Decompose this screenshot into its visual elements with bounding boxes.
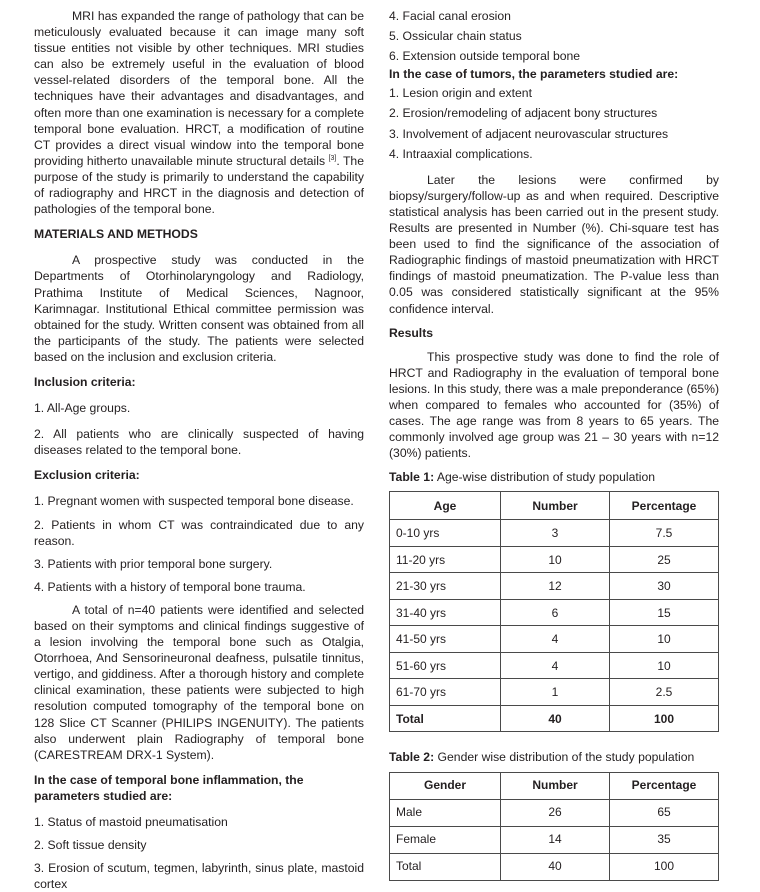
table-header: Number (501, 492, 610, 520)
table-cell: 100 (610, 705, 719, 732)
materials-heading: MATERIALS AND METHODS (34, 227, 198, 242)
table-header: Number (501, 772, 610, 799)
intro-text-b: . The purpose of the study is primarily to understand the capability of radiography and HRCT in the diagnosis and detection of pathologies of the temporal bone. (34, 153, 364, 217)
left-column (34, 8, 364, 892)
table-header: Age (390, 492, 501, 520)
intro-text-a: MRI has expanded the range of pathology that can be meticulously evaluated because it can image many soft tissue entities not visible by other techniques. MRI studies can also be extremely useful in the evaluation of blood vessel-related disorders of the temporal bone. All the techniques have their advantages and disadvantages, and often more than one examination is necessary for a complete temporal bone evaluation. HRCT, a modification of routine CT provides a direct visual window into the temporal bone providing hitherto unavailable minute structural details (34, 9, 364, 168)
table-cell: 11-20 yrs (390, 546, 501, 573)
table-cell: 14 (501, 826, 610, 853)
inclusion-item: 1. All-Age groups. (34, 401, 131, 416)
table-total-row (390, 705, 719, 732)
tumor-item: 2. Erosion/remodeling of adjacent bony structures (389, 106, 658, 121)
table-header-row (390, 772, 719, 799)
exclusion-item: 2. Patients in whom CT was contraindicated due to any reason. (34, 517, 364, 548)
table-cell: 100 (610, 853, 719, 880)
exclusion-item: 3. Patients with prior temporal bone surgery. (34, 556, 273, 571)
table1-caption-text: Age-wise distribution of study population (434, 470, 656, 485)
inflammation-item: 5. Ossicular chain status (389, 29, 522, 44)
table-cell: 41-50 yrs (390, 626, 501, 653)
table-row (390, 799, 719, 826)
table-header: Percentage (610, 772, 719, 799)
table-cell: 61-70 yrs (390, 679, 501, 706)
patients-paragraph: A total of n=40 patients were identified and selected based on their symptoms and clinical findings suggestive of a lesion involving the temporal bone such as Otalgia, Otorrhoea, And Sensorineuronal deafness, pulsatile tinnitus, vertigo, and giddiness. After a thorough history and complete clinical examination, these patients were subjected to high resolution computed tomography of the temporal bone on 128 Slice CT Scanner (PHILIPS INGENUITY). The patients also underwent plain Radiography of temporal bone (CARESTREAM DRX-1 System). (34, 602, 364, 762)
table-cell: Total (390, 705, 501, 732)
table-cell: Female (390, 826, 501, 853)
tumor-item: 3. Involvement of adjacent neurovascular structures (389, 126, 669, 141)
table-row (390, 626, 719, 653)
table-cell: 15 (610, 599, 719, 626)
table-cell: 51-60 yrs (390, 652, 501, 679)
inclusion-item: 2. All patients who are clinically suspected of having diseases related to the temporal bone. (34, 427, 364, 458)
table-cell: 10 (610, 652, 719, 679)
intro-paragraph (34, 8, 364, 217)
citation-ref: [3] (328, 154, 337, 162)
table-cell: 2.5 (610, 679, 719, 706)
inclusion-heading: Inclusion criteria: (34, 374, 136, 389)
inflammation-item: 4. Facial canal erosion (389, 9, 511, 23)
exclusion-item: 4. Patients with a history of temporal bone trauma. (34, 579, 306, 594)
table-row (390, 546, 719, 573)
table-cell: 1 (501, 679, 610, 706)
table-cell: 10 (501, 546, 610, 573)
table-row (390, 520, 719, 547)
table-cell: 30 (610, 573, 719, 600)
table-cell: 65 (610, 799, 719, 826)
exclusion-heading: Exclusion criteria: (34, 468, 140, 483)
table-cell: 4 (501, 652, 610, 679)
table2-caption-text: Gender wise distribution of the study population (434, 750, 695, 765)
table-row (390, 679, 719, 706)
table-cell: Total (390, 853, 501, 880)
inflammation-item: 6. Extension outside temporal bone (389, 49, 581, 64)
table-cell: 7.5 (610, 520, 719, 547)
table-cell: 31-40 yrs (390, 599, 501, 626)
table-cell: 26 (501, 799, 610, 826)
table-header: Gender (390, 772, 501, 799)
table-row (390, 573, 719, 600)
table1-caption-label: Table 1: (389, 470, 435, 485)
table2-caption-label: Table 2: (389, 750, 435, 765)
table-cell: 21-30 yrs (390, 573, 501, 600)
table-cell: 4 (501, 626, 610, 653)
table-cell: 25 (610, 546, 719, 573)
table-cell: 40 (501, 705, 610, 732)
right-column (389, 8, 719, 881)
table-cell: 40 (501, 853, 610, 880)
tumor-item: 4. Intraaxial complications. (389, 146, 533, 161)
tumor-item: 1. Lesion origin and extent (389, 86, 532, 101)
table-cell: 0-10 yrs (390, 520, 501, 547)
inflammation-item: 3. Erosion of scutum, tegmen, labyrinth, sinus plate, mastoid cortex (34, 861, 364, 892)
table-cell: 35 (610, 826, 719, 853)
table-row (390, 599, 719, 626)
results-heading: Results (389, 325, 434, 340)
inflammation-heading: In the case of temporal bone inflammation, the parameters studied are: (34, 772, 304, 803)
inflammation-item: 1. Status of mastoid pneumatisation (34, 815, 228, 830)
table-header: Percentage (610, 492, 719, 520)
tumor-heading: In the case of tumors, the parameters studied are: (389, 67, 679, 82)
methods-paragraph: A prospective study was conducted in the Departments of Otorhinolaryngology and Radiology, Prathima Institute of Medical Sciences, Nagnoor, Karimnagar. Institutional Ethical committee permission was obtained for the study. Written consent was obtained from all the participants of the study. The patients were selected based on the inclusion and exclusion criteria. (34, 253, 364, 364)
table-cell: 10 (610, 626, 719, 653)
table-header-row (390, 492, 719, 520)
table-cell: 6 (501, 599, 610, 626)
table-row (390, 853, 719, 880)
table2-caption (389, 749, 719, 765)
age-distribution-table (389, 491, 719, 732)
table1-caption (389, 469, 719, 485)
gender-distribution-table (389, 772, 719, 881)
exclusion-item: 1. Pregnant women with suspected temporal bone disease. (34, 494, 354, 509)
table-cell: 12 (501, 573, 610, 600)
table-row (390, 826, 719, 853)
inflammation-item: 2. Soft tissue density (34, 838, 147, 853)
results-paragraph: This prospective study was done to find the role of HRCT and Radiography in the evaluation of temporal bone lesions. In this study, there was a male preponderance (65%) when compared to females who accounted for (35%) of cases. The age range was from 8 years to 65 years. The commonly involved age group was 21 – 30 years with n=12 (30%) patients. (389, 349, 719, 461)
table-row (390, 652, 719, 679)
table-cell: 3 (501, 520, 610, 547)
statistics-paragraph: Later the lesions were confirmed by biopsy/surgery/follow-up as and when required. Descriptive statistical analysis has been carried out in the present study. Results are presented in Number (%). Chi-square test has been used to find the significance of the association of Radiographic findings of mastoid pneumatization with HRCT findings of mastoid pneumatization. The P-value less than 0.05 was considered statistically significant at the 95% confidence interval. (389, 172, 719, 316)
table-cell: Male (390, 799, 501, 826)
